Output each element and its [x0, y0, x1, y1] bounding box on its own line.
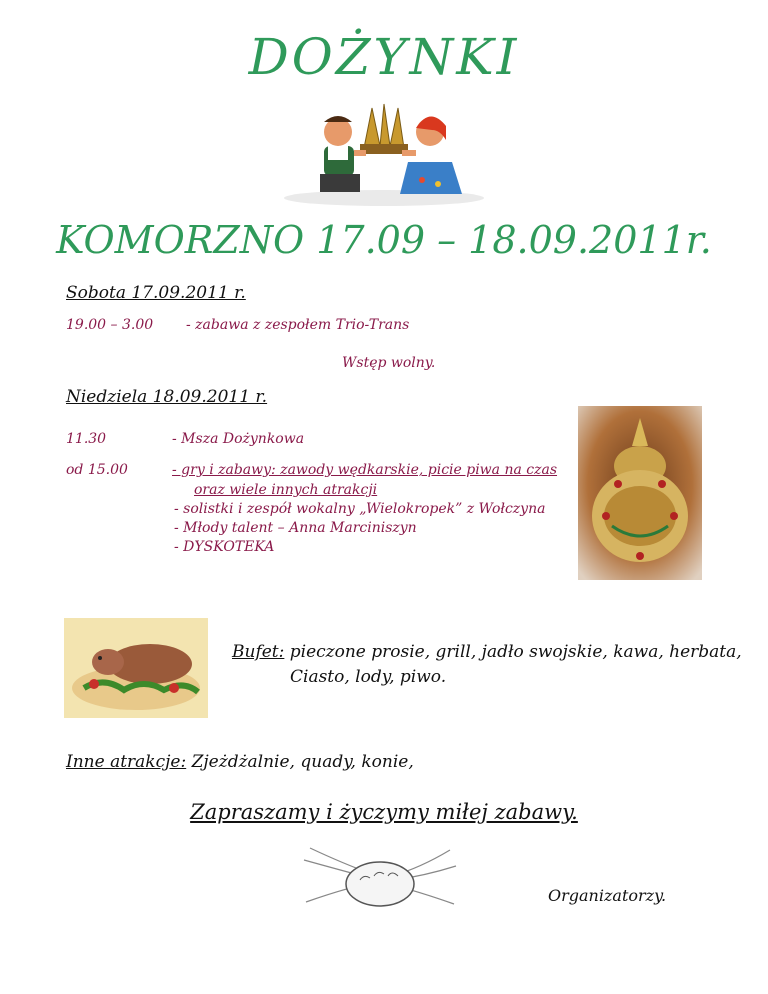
other-label: Inne atrakcje:: [66, 752, 187, 772]
roast-pig-photo: [64, 618, 208, 718]
other-text: Zjeżdżalnie, quady, konie,: [191, 752, 414, 772]
invitation-text: Zapraszamy i życzymy miłej zabawy.: [190, 800, 578, 824]
harvest-wreath-photo: [578, 406, 702, 580]
bread-wheat-illustration: [300, 840, 460, 916]
saturday-heading: Sobota 17.09.2011 r.: [66, 283, 246, 303]
buffet-label: Bufet:: [232, 642, 285, 662]
organizer-signature: Organizatorzy.: [548, 886, 667, 905]
sunday-time-1: 11.30: [66, 431, 107, 447]
buffet-section: [232, 640, 742, 690]
other-attractions: [66, 752, 414, 772]
free-entry-note: Wstęp wolny.: [342, 355, 436, 371]
sunday-event-line: oraz wiele innych atrakcji: [194, 482, 378, 498]
saturday-event: - zabawa z zespołem Trio-Trans: [186, 317, 410, 333]
page-title: DOŻYNKI: [248, 28, 520, 86]
event-location-dates: KOMORZNO 17.09 – 18.09.2011r.: [56, 218, 712, 262]
sunday-heading: Niedziela 18.09.2011 r.: [66, 387, 268, 407]
sunday-event-line: - solistki i zespół wokalny „Wielokropek” z Wołczyna: [174, 501, 546, 517]
sunday-event-line: - Młody talent – Anna Marciniszyn: [174, 520, 417, 536]
buffet-items-2: Ciasto, lody, piwo.: [290, 667, 447, 687]
sunday-event-line: - gry i zabawy: zawody wędkarskie, picie piwa na czas: [172, 462, 558, 478]
buffet-items: pieczone prosie, grill, jadło swojskie, kawa, herbata,: [289, 642, 742, 662]
sunday-event-line: - DYSKOTEKA: [174, 539, 275, 555]
sunday-time-2: od 15.00: [66, 462, 128, 478]
sunday-event-1: - Msza Dożynkowa: [172, 431, 305, 447]
saturday-time: 19.00 – 3.00: [66, 317, 154, 333]
dancing-couple-illustration: [272, 100, 496, 208]
